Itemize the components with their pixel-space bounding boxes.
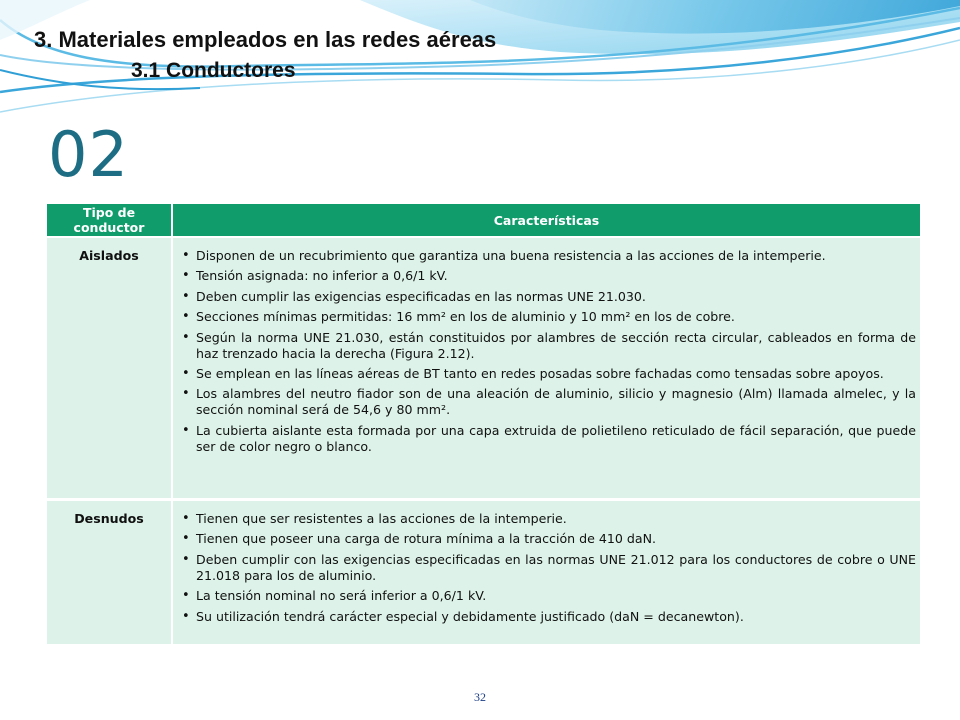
characteristics-list — [181, 511, 916, 624]
list-item: • Tienen que poseer una carga de rotura mínima a la tracción de 410 daN. — [181, 531, 916, 547]
list-item: • Tienen que ser resistentes a las acciones de la intemperie. — [181, 511, 916, 527]
list-item: • Se emplean en las líneas aéreas de BT tanto en redes posadas sobre fachadas como tensadas sobre apoyos. — [181, 366, 916, 382]
list-item: • Según la norma UNE 21.030, están constituidos por alambres de sección recta circular, cableados en forma de haz trenzado hacia la derecha (Figura 2.12). — [181, 330, 916, 362]
page-number: 32 — [474, 690, 486, 704]
table-header-row — [47, 204, 920, 237]
slide-title: 3. Materiales empleados en las redes aéreas — [34, 27, 497, 52]
list-item: • Deben cumplir con las exigencias especificadas en las normas UNE 21.012 para los conductores de cobre o UNE 21.018 para los de aluminio. — [181, 552, 916, 584]
table-row-aislados — [47, 237, 920, 500]
conductor-type-cell: Aislados — [47, 237, 172, 500]
list-item: • Los alambres del neutro fiador son de una aleación de aluminio, silicio y magnesio (Alm) llamada almelec, y la sección nominal será de 54,6 y 80 mm². — [181, 386, 916, 418]
slide-subtitle: 3.1 Conductores — [131, 59, 296, 82]
chapter-number: 02 — [48, 118, 129, 191]
list-item: • Tensión asignada: no inferior a 0,6/1 kV. — [181, 268, 916, 284]
characteristics-cell — [172, 500, 920, 645]
list-item: • Disponen de un recubrimiento que garantiza una buena resistencia a las acciones de la intemperie. — [181, 248, 916, 264]
list-item: • Su utilización tendrá carácter especial y debidamente justificado (daN = decanewton). — [181, 609, 916, 625]
characteristics-cell — [172, 237, 920, 500]
list-item: • La tensión nominal no será inferior a 0,6/1 kV. — [181, 588, 916, 604]
list-item: • La cubierta aislante esta formada por una capa extruida de polietileno reticulado de fácil separación, que puede ser de color negro o blanco. — [181, 423, 916, 455]
list-item: • Secciones mínimas permitidas: 16 mm² en los de aluminio y 10 mm² en los de cobre. — [181, 309, 916, 325]
list-item: • Deben cumplir las exigencias especificadas en las normas UNE 21.030. — [181, 289, 916, 305]
table-row-desnudos — [47, 500, 920, 645]
header-conductor-type: Tipo de conductor — [47, 204, 172, 237]
conductor-type-cell: Desnudos — [47, 500, 172, 645]
characteristics-list — [181, 248, 916, 454]
header-characteristics: Características — [172, 204, 920, 237]
conductor-types-table — [47, 204, 920, 644]
